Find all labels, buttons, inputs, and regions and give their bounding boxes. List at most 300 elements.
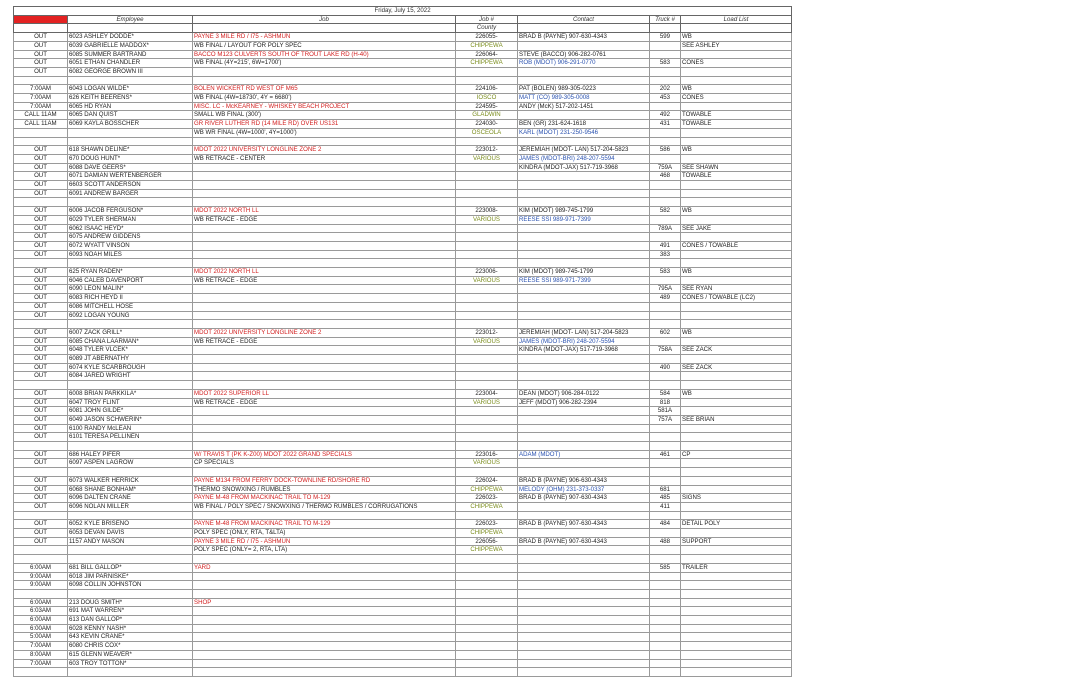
job-cell [193, 172, 456, 181]
contact-cell [518, 511, 650, 520]
contact-cell [518, 302, 650, 311]
job-number-cell [456, 355, 518, 364]
contact-cell [518, 633, 650, 642]
job-number-cell: OSCEOLA [456, 128, 518, 137]
truck-cell [650, 572, 681, 581]
time-cell: OUT [14, 537, 68, 546]
load-list-cell [681, 572, 792, 581]
table-row [14, 633, 792, 642]
table-row [14, 67, 792, 76]
table-row [14, 650, 792, 659]
employee-cell: 615 GLENN WEAVER* [68, 650, 193, 659]
job-number-cell [456, 624, 518, 633]
time-cell: OUT [14, 424, 68, 433]
truck-cell [650, 311, 681, 320]
job-number-cell: 223012- [456, 146, 518, 155]
truck-cell: 489 [650, 294, 681, 303]
employee-cell: 6049 JASON SCHWERIN* [68, 415, 193, 424]
job-number-cell: VARIOUS [456, 215, 518, 224]
time-cell: OUT [14, 346, 68, 355]
load-list-cell: TOWABLE [681, 120, 792, 129]
time-cell [14, 589, 68, 598]
load-list-cell [681, 616, 792, 625]
job-number-cell [456, 189, 518, 198]
job-number-cell: 226055- [456, 33, 518, 42]
job-cell [193, 76, 456, 85]
job-cell [193, 224, 456, 233]
employee-cell: 6082 GEORGE BROWN III [68, 67, 193, 76]
job-number-cell: 223008- [456, 207, 518, 216]
table-row [14, 207, 792, 216]
time-cell: OUT [14, 302, 68, 311]
time-cell: OUT [14, 415, 68, 424]
employee-cell: 6048 TYLER VLCEK* [68, 346, 193, 355]
job-number-cell [456, 589, 518, 598]
contact-cell [518, 259, 650, 268]
job-number-cell [456, 363, 518, 372]
job-cell [193, 642, 456, 651]
employee-cell: 6065 HD RYAN [68, 102, 193, 111]
employee-cell: 686 HALEY PIFER [68, 450, 193, 459]
time-cell: OUT [14, 241, 68, 250]
contact-cell [518, 581, 650, 590]
load-list-cell [681, 650, 792, 659]
contact-cell: KIM (MDOT) 989-745-1799 [518, 207, 650, 216]
job-number-cell [456, 181, 518, 190]
employee-cell [68, 381, 193, 390]
table-row [14, 224, 792, 233]
contact-cell: BRAD B (PAYNE) 907-630-4343 [518, 537, 650, 546]
contact-cell: BEN (GR) 231-624-1618 [518, 120, 650, 129]
job-number-cell [456, 572, 518, 581]
time-cell [14, 381, 68, 390]
job-number-cell [456, 320, 518, 329]
job-number-cell: VARIOUS [456, 459, 518, 468]
load-list-cell [681, 589, 792, 598]
table-row [14, 459, 792, 468]
time-cell: OUT [14, 189, 68, 198]
employee-cell: 6029 TYLER SHERMAN [68, 215, 193, 224]
load-list-cell: TRAILER [681, 563, 792, 572]
truck-cell: 202 [650, 85, 681, 94]
load-list-cell [681, 67, 792, 76]
job-number-cell: IOSCO [456, 94, 518, 103]
job-number-cell: 224106- [456, 85, 518, 94]
load-list-cell [681, 529, 792, 538]
table-row [14, 259, 792, 268]
truck-cell: 468 [650, 172, 681, 181]
truck-cell: 757A [650, 415, 681, 424]
contact-cell: REESE SSI 989-971-7399 [518, 276, 650, 285]
job-number-cell [456, 172, 518, 181]
table-row [14, 76, 792, 85]
load-list-cell: SEE ZACK [681, 346, 792, 355]
truck-cell [650, 50, 681, 59]
contact-cell: MATT (CO) 989-305-0008 [518, 94, 650, 103]
load-list-cell [681, 372, 792, 381]
truck-cell [650, 442, 681, 451]
truck-cell [650, 476, 681, 485]
employee-cell [68, 511, 193, 520]
table-row [14, 598, 792, 607]
table-row [14, 302, 792, 311]
load-list-cell [681, 546, 792, 555]
contact-cell [518, 502, 650, 511]
table-row [14, 102, 792, 111]
job-number-cell [456, 346, 518, 355]
job-cell: MDOT 2022 NORTH LL [193, 207, 456, 216]
table-row [14, 33, 792, 42]
employee-cell [68, 76, 193, 85]
load-list-cell [681, 137, 792, 146]
time-cell: 7:00AM [14, 659, 68, 668]
time-cell [14, 198, 68, 207]
time-cell: OUT [14, 59, 68, 68]
truck-cell [650, 181, 681, 190]
table-row [14, 659, 792, 668]
contact-cell [518, 381, 650, 390]
time-cell: OUT [14, 33, 68, 42]
job-cell [193, 433, 456, 442]
contact-cell: KARL (MDOT) 231-250-9546 [518, 128, 650, 137]
job-number-cell [456, 642, 518, 651]
job-cell: PAYNE M-48 FROM MACKINAC TRAIL TO M-129 [193, 520, 456, 529]
truck-cell [650, 668, 681, 677]
table-row [14, 546, 792, 555]
employee-cell: 6039 GABRIELLE MADDOX* [68, 41, 193, 50]
contact-cell: BRAD B (PAYNE) 907-630-4343 [518, 494, 650, 503]
table-row [14, 311, 792, 320]
truck-cell [650, 233, 681, 242]
job-number-cell: VARIOUS [456, 154, 518, 163]
table-row [14, 398, 792, 407]
job-cell: PAYNE M134 FROM FERRY DOCK-TOWNLINE RD/SHORE RD [193, 476, 456, 485]
job-cell [193, 572, 456, 581]
contact-cell: KINDRA (MDOT-JAX) 517-719-3968 [518, 346, 650, 355]
job-number-cell: VARIOUS [456, 398, 518, 407]
time-cell: OUT [14, 215, 68, 224]
load-list-cell [681, 668, 792, 677]
load-list-cell [681, 355, 792, 364]
table-row [14, 642, 792, 651]
employee-cell: 6093 NOAH MILES [68, 250, 193, 259]
time-cell: OUT [14, 476, 68, 485]
table-row [14, 589, 792, 598]
contact-cell: KIM (MDOT) 989-745-1799 [518, 268, 650, 277]
job-cell: PAYNE M-48 FROM MACKINAC TRAIL TO M-129 [193, 494, 456, 503]
load-list-cell [681, 581, 792, 590]
table-row [14, 415, 792, 424]
table-row [14, 511, 792, 520]
job-cell [193, 285, 456, 294]
job-cell: MDOT 2022 UNIVERSITY LONGLINE ZONE 2 [193, 328, 456, 337]
job-cell [193, 355, 456, 364]
contact-cell [518, 624, 650, 633]
job-number-cell: CHIPPEWA [456, 485, 518, 494]
job-cell: MDOT 2022 SUPERIOR LL [193, 389, 456, 398]
time-cell: OUT [14, 250, 68, 259]
contact-cell [518, 598, 650, 607]
load-list-cell: SEE ASHLEY [681, 41, 792, 50]
employee-cell: 6100 RANDY McLEAN [68, 424, 193, 433]
job-cell: CP SPECIALS [193, 459, 456, 468]
truck-cell [650, 198, 681, 207]
job-cell [193, 198, 456, 207]
job-cell [193, 294, 456, 303]
table-row [14, 294, 792, 303]
employee-cell: 6101 TERESA PELLINEN [68, 433, 193, 442]
job-number-cell: 223016- [456, 450, 518, 459]
subheader-row [14, 24, 792, 33]
employee-cell: 6007 ZACK GRILL* [68, 328, 193, 337]
contact-cell [518, 285, 650, 294]
job-cell [193, 363, 456, 372]
employee-cell: 6062 ISAAC HEYD* [68, 224, 193, 233]
truck-cell: 789A [650, 224, 681, 233]
contact-cell [518, 572, 650, 581]
table-row [14, 111, 792, 120]
table-row [14, 94, 792, 103]
job-cell [193, 616, 456, 625]
time-cell [14, 137, 68, 146]
employee-cell: 6085 CHANA LAARMAN* [68, 337, 193, 346]
contact-cell [518, 294, 650, 303]
contact-cell: ROB (MDOT) 906-291-0770 [518, 59, 650, 68]
header-job: Job [193, 15, 456, 24]
job-cell: GR RIVER LUTHER RD (14 MILE RD) OVER US131 [193, 120, 456, 129]
header-load-list: Load List [681, 15, 792, 24]
contact-cell [518, 198, 650, 207]
load-list-cell: SEE ZACK [681, 363, 792, 372]
contact-cell [518, 415, 650, 424]
load-list-cell [681, 154, 792, 163]
time-cell: OUT [14, 224, 68, 233]
truck-cell [650, 555, 681, 564]
table-row [14, 285, 792, 294]
employee-cell: 6052 KYLE BRISENO [68, 520, 193, 529]
job-number-cell [456, 233, 518, 242]
contact-cell [518, 616, 650, 625]
time-cell: CALL 11AM [14, 111, 68, 120]
load-list-cell [681, 407, 792, 416]
job-cell: THERMO SNOWXING / RUMBLES [193, 485, 456, 494]
time-cell [14, 259, 68, 268]
employee-cell: 6071 DAMIAN WERTENBERGER [68, 172, 193, 181]
truck-cell: 491 [650, 241, 681, 250]
job-cell [193, 581, 456, 590]
load-list-cell: SIGNS [681, 494, 792, 503]
load-list-cell: SUPPORT [681, 537, 792, 546]
contact-cell [518, 424, 650, 433]
time-cell: OUT [14, 41, 68, 50]
truck-cell [650, 67, 681, 76]
table-row [14, 424, 792, 433]
contact-cell: STEVE (BACCO) 906-282-0761 [518, 50, 650, 59]
load-list-cell [681, 468, 792, 477]
table-row [14, 328, 792, 337]
truck-cell [650, 529, 681, 538]
table-row [14, 372, 792, 381]
job-number-cell [456, 407, 518, 416]
contact-cell [518, 372, 650, 381]
time-cell: 7:00AM [14, 102, 68, 111]
load-list-cell: SEE BRIAN [681, 415, 792, 424]
job-cell [193, 668, 456, 677]
contact-cell: REESE SSI 989-971-7399 [518, 215, 650, 224]
employee-cell [68, 259, 193, 268]
time-cell: OUT [14, 485, 68, 494]
employee-cell: 213 DOUG SMITH* [68, 598, 193, 607]
employee-cell: 6084 JARED WRIGHT [68, 372, 193, 381]
job-cell: W/ TRAVIS T (PK K-Z00) MDOT 2022 GRAND SPECIALS [193, 450, 456, 459]
job-cell: WB FINAL (4Y=215', 6W=1700') [193, 59, 456, 68]
time-cell: OUT [14, 181, 68, 190]
job-cell [193, 311, 456, 320]
job-number-cell [456, 372, 518, 381]
truck-cell [650, 355, 681, 364]
employee-cell [68, 555, 193, 564]
job-cell [193, 233, 456, 242]
job-number-cell [456, 563, 518, 572]
time-cell: OUT [14, 433, 68, 442]
employee-cell: 626 KEITH BEERENS* [68, 94, 193, 103]
table-row [14, 233, 792, 242]
employee-cell: 6083 RICH HEYD II [68, 294, 193, 303]
load-list-cell [681, 259, 792, 268]
employee-cell: 6006 JACOB FERGUSON* [68, 207, 193, 216]
job-number-cell [456, 598, 518, 607]
header-time: Time [14, 15, 68, 24]
employee-cell: 6074 KYLE SCARBROUGH [68, 363, 193, 372]
job-number-cell [456, 581, 518, 590]
truck-cell: 461 [650, 450, 681, 459]
truck-cell: 582 [650, 207, 681, 216]
load-list-cell [681, 311, 792, 320]
table-row [14, 529, 792, 538]
employee-cell: 6091 ANDREW BARGER [68, 189, 193, 198]
time-cell: OUT [14, 67, 68, 76]
truck-cell: 681 [650, 485, 681, 494]
truck-cell [650, 511, 681, 520]
load-list-cell: DETAIL POLY [681, 520, 792, 529]
employee-cell: 6065 DAN QUIST [68, 111, 193, 120]
job-number-cell: 226024- [456, 476, 518, 485]
table-row [14, 172, 792, 181]
job-number-cell [456, 137, 518, 146]
load-list-cell [681, 302, 792, 311]
load-list-cell: WB [681, 268, 792, 277]
employee-cell: 6073 WALKER HERRICK [68, 476, 193, 485]
employee-cell [68, 137, 193, 146]
employee-cell: 670 DOUG HUNT* [68, 154, 193, 163]
contact-cell [518, 320, 650, 329]
table-row [14, 146, 792, 155]
job-number-cell [456, 659, 518, 668]
contact-cell: BRAD B (PAYNE) 907-630-4343 [518, 520, 650, 529]
truck-cell [650, 41, 681, 50]
time-cell: OUT [14, 328, 68, 337]
time-cell: OUT [14, 372, 68, 381]
employee-cell: 625 RYAN RADEN* [68, 268, 193, 277]
schedule-rows [14, 33, 792, 677]
truck-cell [650, 276, 681, 285]
table-row [14, 128, 792, 137]
time-cell [14, 442, 68, 451]
time-cell: 9:00AM [14, 581, 68, 590]
employee-cell: 6092 LOGAN YOUNG [68, 311, 193, 320]
truck-cell: 490 [650, 363, 681, 372]
truck-cell [650, 650, 681, 659]
contact-cell: BRAD B (PAYNE) 907-630-4343 [518, 33, 650, 42]
schedule-table [13, 6, 792, 677]
contact-cell: ANDY (McK) 517-202-1451 [518, 102, 650, 111]
truck-cell [650, 189, 681, 198]
contact-cell: JAMES (MDOT-BRI) 248-207-5594 [518, 337, 650, 346]
contact-cell [518, 181, 650, 190]
load-list-cell [681, 128, 792, 137]
truck-cell [650, 76, 681, 85]
contact-cell [518, 468, 650, 477]
truck-cell: 584 [650, 389, 681, 398]
table-row [14, 389, 792, 398]
truck-cell [650, 659, 681, 668]
job-number-cell: VARIOUS [456, 276, 518, 285]
job-number-cell [456, 302, 518, 311]
job-number-cell [456, 76, 518, 85]
contact-cell [518, 355, 650, 364]
job-cell [193, 555, 456, 564]
table-row [14, 137, 792, 146]
contact-cell: JEFF (MDOT) 906-282-2394 [518, 398, 650, 407]
table-row [14, 381, 792, 390]
load-list-cell [681, 337, 792, 346]
load-list-cell [681, 642, 792, 651]
employee-cell [68, 442, 193, 451]
table-row [14, 154, 792, 163]
load-list-cell [681, 555, 792, 564]
job-cell [193, 189, 456, 198]
time-cell: OUT [14, 146, 68, 155]
table-row [14, 276, 792, 285]
job-number-cell [456, 616, 518, 625]
job-number-cell [456, 250, 518, 259]
time-cell: OUT [14, 389, 68, 398]
contact-cell [518, 529, 650, 538]
truck-cell: 795A [650, 285, 681, 294]
load-list-cell: WB [681, 207, 792, 216]
contact-cell [518, 311, 650, 320]
job-number-cell [456, 511, 518, 520]
load-list-cell [681, 181, 792, 190]
truck-cell [650, 102, 681, 111]
employee-cell: 6080 CHRIS COX* [68, 642, 193, 651]
time-cell: OUT [14, 398, 68, 407]
job-cell [193, 181, 456, 190]
contact-cell [518, 224, 650, 233]
employee-cell: 6086 MITCHELL HOSE [68, 302, 193, 311]
employee-cell: 6075 ANDREW GIDDENS [68, 233, 193, 242]
job-cell: MDOT 2022 UNIVERSITY LONGLINE ZONE 2 [193, 146, 456, 155]
job-cell: WB WR FINAL (4W=1000', 4Y=1000') [193, 128, 456, 137]
contact-cell [518, 241, 650, 250]
employee-cell: 681 BILL GALLOP* [68, 563, 193, 572]
load-list-cell: WB [681, 85, 792, 94]
table-row [14, 624, 792, 633]
job-number-cell: VARIOUS [456, 337, 518, 346]
load-list-cell: CONES / TOWABLE (LC2) [681, 294, 792, 303]
time-cell: OUT [14, 450, 68, 459]
load-list-cell [681, 76, 792, 85]
